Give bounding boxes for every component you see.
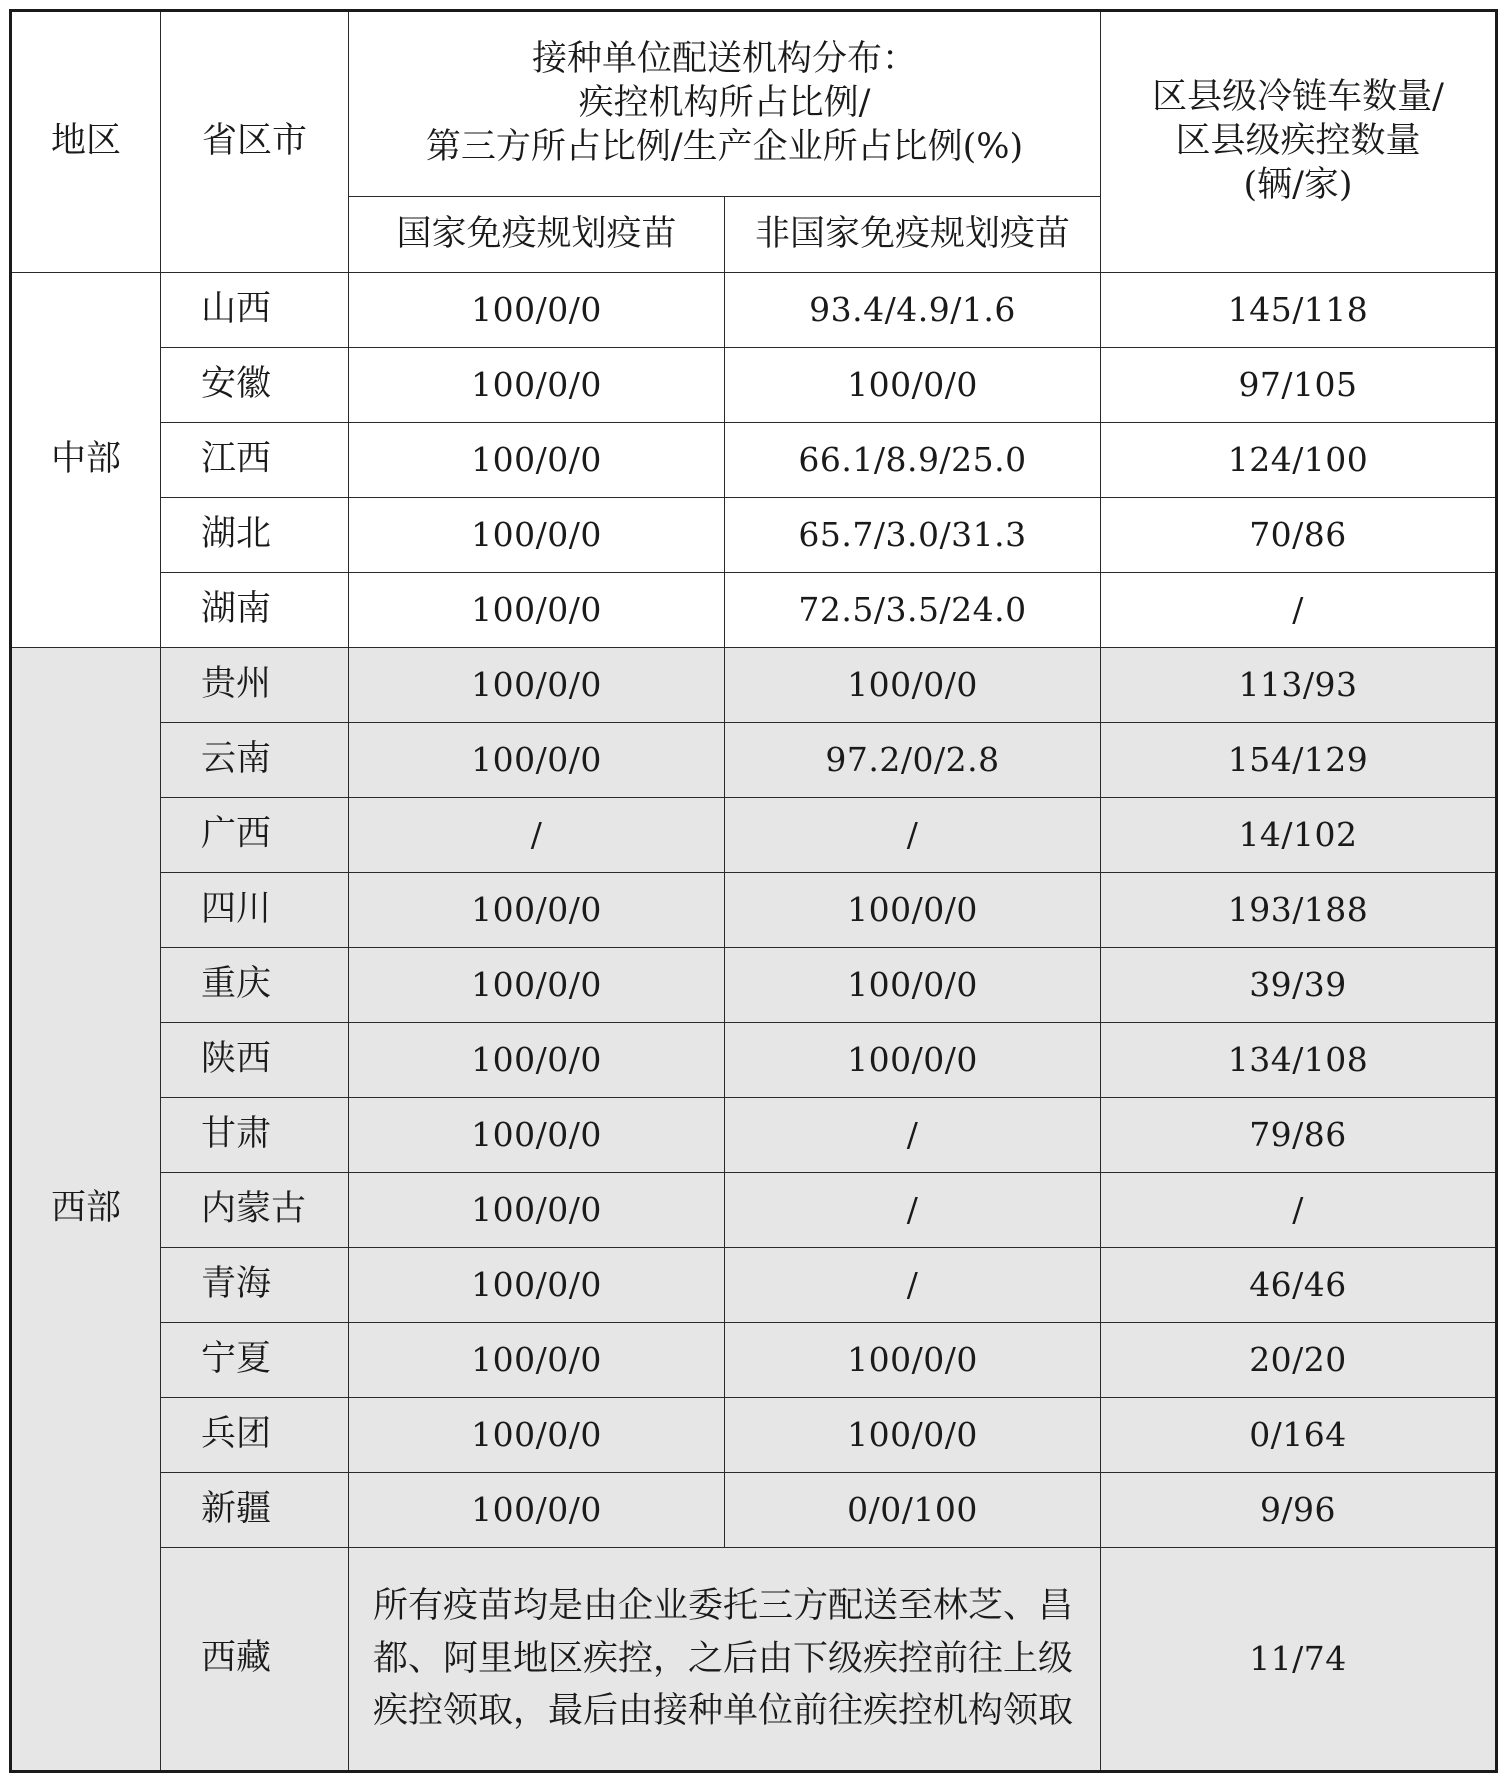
- national-vaccine-cell: 100/0/0: [349, 498, 725, 573]
- province-cell: 青海: [161, 1248, 349, 1323]
- province-cell: 湖北: [161, 498, 349, 573]
- non-national-vaccine-cell: /: [725, 1248, 1101, 1323]
- coldchain-cell: 193/188: [1101, 873, 1497, 948]
- table-row: [11, 1473, 1497, 1548]
- table-row: [11, 1323, 1497, 1398]
- coldchain-cell: 97/105: [1101, 348, 1497, 423]
- header-non-national-vaccine: 非国家免疫规划疫苗: [725, 197, 1101, 273]
- province-cell: 兵团: [161, 1398, 349, 1473]
- coldchain-cell: 70/86: [1101, 498, 1497, 573]
- coldchain-cell: 46/46: [1101, 1248, 1497, 1323]
- table-row: [11, 723, 1497, 798]
- national-vaccine-cell: 100/0/0: [349, 1398, 725, 1473]
- header-coldchain: [1101, 11, 1497, 273]
- header-distribution-line1: 接种单位配送机构分布：: [531, 39, 917, 80]
- table-row: [11, 1248, 1497, 1323]
- province-cell: 西藏: [161, 1548, 349, 1772]
- header-national-vaccine: 国家免疫规划疫苗: [349, 197, 725, 273]
- tibet-distribution-note: 所有疫苗均是由企业委托三方配送至林芝、昌都、阿里地区疾控，之后由下级疾控前往上级疾控领取，最后由接种单位前往疾控机构领取: [349, 1548, 1101, 1772]
- coldchain-cell: 11/74: [1101, 1548, 1497, 1772]
- coldchain-cell: 154/129: [1101, 723, 1497, 798]
- province-cell: 重庆: [161, 948, 349, 1023]
- province-cell: 安徽: [161, 348, 349, 423]
- non-national-vaccine-cell: /: [725, 798, 1101, 873]
- national-vaccine-cell: 100/0/0: [349, 1248, 725, 1323]
- table-body: [11, 273, 1497, 1772]
- national-vaccine-cell: 100/0/0: [349, 873, 725, 948]
- table-row: [11, 1098, 1497, 1173]
- province-cell: 内蒙古: [161, 1173, 349, 1248]
- non-national-vaccine-cell: 100/0/0: [725, 1398, 1101, 1473]
- header-distribution-line2: 疾控机构所占比例/: [578, 83, 871, 124]
- national-vaccine-cell: /: [349, 798, 725, 873]
- province-cell: 湖南: [161, 573, 349, 648]
- table-row: [11, 573, 1497, 648]
- non-national-vaccine-cell: 100/0/0: [725, 648, 1101, 723]
- vaccine-distribution-table: [9, 9, 1498, 1773]
- province-cell: 甘肃: [161, 1098, 349, 1173]
- table-row: [11, 423, 1497, 498]
- table-row: [11, 1173, 1497, 1248]
- national-vaccine-cell: 100/0/0: [349, 1023, 725, 1098]
- province-cell: 山西: [161, 273, 349, 348]
- non-national-vaccine-cell: /: [725, 1173, 1101, 1248]
- region-central: 中部: [11, 273, 161, 648]
- non-national-vaccine-cell: 65.7/3.0/31.3: [725, 498, 1101, 573]
- header-coldchain-line2: 区县级疾控数量: [1175, 121, 1421, 162]
- non-national-vaccine-cell: 0/0/100: [725, 1473, 1101, 1548]
- province-cell: 四川: [161, 873, 349, 948]
- coldchain-cell: 79/86: [1101, 1098, 1497, 1173]
- table-row: [11, 948, 1497, 1023]
- coldchain-cell: 39/39: [1101, 948, 1497, 1023]
- header-distribution: [349, 11, 1101, 197]
- national-vaccine-cell: 100/0/0: [349, 948, 725, 1023]
- header-region: 地区: [11, 11, 161, 273]
- non-national-vaccine-cell: 100/0/0: [725, 348, 1101, 423]
- national-vaccine-cell: 100/0/0: [349, 1173, 725, 1248]
- header-province: 省区市: [161, 11, 349, 273]
- coldchain-cell: 20/20: [1101, 1323, 1497, 1398]
- non-national-vaccine-cell: /: [725, 1098, 1101, 1173]
- table-row: [11, 1398, 1497, 1473]
- province-cell: 广西: [161, 798, 349, 873]
- coldchain-cell: 14/102: [1101, 798, 1497, 873]
- non-national-vaccine-cell: 100/0/0: [725, 1323, 1101, 1398]
- non-national-vaccine-cell: 97.2/0/2.8: [725, 723, 1101, 798]
- national-vaccine-cell: 100/0/0: [349, 1098, 725, 1173]
- national-vaccine-cell: 100/0/0: [349, 723, 725, 798]
- province-cell: 新疆: [161, 1473, 349, 1548]
- table-row: [11, 348, 1497, 423]
- non-national-vaccine-cell: 66.1/8.9/25.0: [725, 423, 1101, 498]
- table-row: [11, 273, 1497, 348]
- table-row: [11, 798, 1497, 873]
- national-vaccine-cell: 100/0/0: [349, 348, 725, 423]
- national-vaccine-cell: 100/0/0: [349, 573, 725, 648]
- header-coldchain-line3: (辆/家): [1243, 164, 1353, 205]
- coldchain-cell: /: [1101, 573, 1497, 648]
- coldchain-cell: /: [1101, 1173, 1497, 1248]
- province-cell: 贵州: [161, 648, 349, 723]
- header-coldchain-line1: 区县级冷链车数量/: [1152, 77, 1444, 118]
- national-vaccine-cell: 100/0/0: [349, 1473, 725, 1548]
- coldchain-cell: 0/164: [1101, 1398, 1497, 1473]
- region-west: 西部: [11, 648, 161, 1772]
- table-row: [11, 1023, 1497, 1098]
- national-vaccine-cell: 100/0/0: [349, 423, 725, 498]
- province-cell: 云南: [161, 723, 349, 798]
- national-vaccine-cell: 100/0/0: [349, 648, 725, 723]
- province-cell: 陕西: [161, 1023, 349, 1098]
- coldchain-cell: 113/93: [1101, 648, 1497, 723]
- coldchain-cell: 145/118: [1101, 273, 1497, 348]
- table-row-tibet: [11, 1548, 1497, 1772]
- vaccine-distribution-table-container: [9, 9, 1495, 1773]
- coldchain-cell: 124/100: [1101, 423, 1497, 498]
- coldchain-cell: 9/96: [1101, 1473, 1497, 1548]
- header-distribution-line3: 第三方所占比例/生产企业所占比例(%): [425, 126, 1024, 167]
- table-row: [11, 648, 1497, 723]
- non-national-vaccine-cell: 100/0/0: [725, 873, 1101, 948]
- table-header: [11, 11, 1497, 273]
- province-cell: 江西: [161, 423, 349, 498]
- non-national-vaccine-cell: 93.4/4.9/1.6: [725, 273, 1101, 348]
- coldchain-cell: 134/108: [1101, 1023, 1497, 1098]
- table-row: [11, 873, 1497, 948]
- non-national-vaccine-cell: 100/0/0: [725, 1023, 1101, 1098]
- non-national-vaccine-cell: 100/0/0: [725, 948, 1101, 1023]
- national-vaccine-cell: 100/0/0: [349, 273, 725, 348]
- national-vaccine-cell: 100/0/0: [349, 1323, 725, 1398]
- non-national-vaccine-cell: 72.5/3.5/24.0: [725, 573, 1101, 648]
- table-row: [11, 498, 1497, 573]
- province-cell: 宁夏: [161, 1323, 349, 1398]
